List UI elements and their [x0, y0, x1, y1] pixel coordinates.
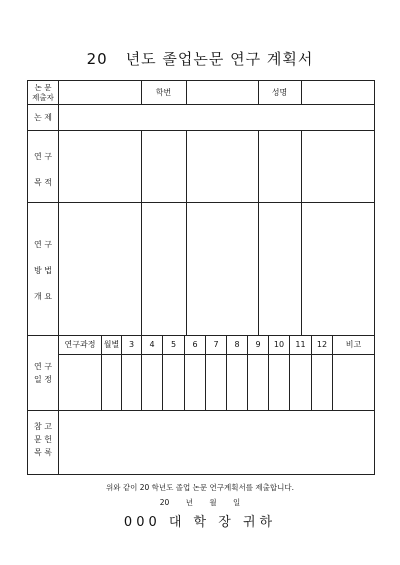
page-title [0, 48, 400, 69]
border-right [374, 80, 375, 475]
submitter-label: 논 문 제출자 [32, 83, 54, 102]
purpose-label: 연 구 목 적 [34, 152, 52, 187]
schedule-header-7: 7 [213, 340, 219, 349]
schedule-header-process: 연구과정 [64, 340, 96, 349]
submission-statement: 위와 같이 20 학년도 졸업 논문 연구계획서를 제출합니다. [105, 483, 294, 492]
thesis-label: 논 제 [34, 112, 52, 122]
schedule-header-4: 4 [149, 340, 155, 349]
col-divider [186, 80, 187, 104]
title-text: 년도 졸업논문 연구 계획서 [125, 50, 314, 68]
schedule-header-divider [58, 354, 375, 355]
schedule-header-8: 8 [234, 340, 240, 349]
submission-date: 20 년 월 일 [159, 498, 241, 507]
method-label: 연 구 방 법 개 요 [34, 240, 52, 301]
label-column-divider [58, 80, 59, 475]
schedule-header-3: 3 [128, 340, 135, 349]
plan-form-table [27, 80, 375, 475]
border-top [27, 80, 375, 81]
col-divider [301, 80, 302, 104]
schedule-header-12: 12 [316, 340, 328, 349]
schedule-header-9: 9 [255, 340, 261, 349]
addressee: 000 대 학 장 귀하 [123, 515, 277, 530]
schedule-header-month: 월별 [103, 340, 120, 349]
col-divider [141, 130, 142, 335]
references-label: 참 고 문 헌 목 록 [34, 422, 52, 457]
schedule-header-10: 10 [273, 340, 285, 349]
row-divider [27, 410, 375, 411]
schedule-header-11: 11 [295, 340, 306, 349]
name-label: 성명 [271, 87, 288, 97]
schedule-header-6: 6 [192, 340, 198, 349]
col-divider [186, 130, 187, 335]
student-id-label: 학번 [155, 87, 172, 97]
schedule-header-5: 5 [170, 340, 177, 349]
title-year: 20 [86, 50, 108, 68]
col-divider [258, 130, 259, 335]
col-divider [301, 130, 302, 335]
row-divider [27, 130, 375, 131]
schedule-header-remarks: 비고 [345, 340, 362, 349]
row-divider [27, 104, 375, 105]
schedule-label: 연 구 일 정 [34, 362, 52, 384]
border-bottom [27, 474, 375, 475]
row-divider [27, 202, 375, 203]
